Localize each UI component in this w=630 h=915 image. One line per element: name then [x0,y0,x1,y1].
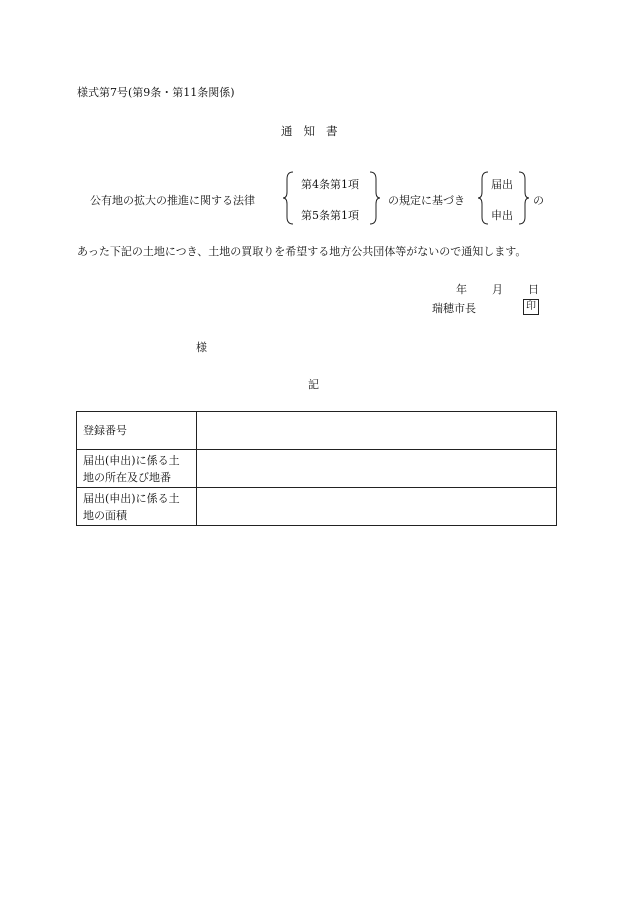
land-record-table [76,411,557,526]
land-location-value[interactable] [197,450,557,488]
land-area-label: 届出(申出)に係る土地の面積 [77,488,197,526]
table-row [77,488,557,526]
land-location-label: 届出(申出)に係る土地の所在及び地番 [77,450,197,488]
date-year-label: 年 [456,283,467,296]
issuer-name: 瑞穂市長 [432,302,476,315]
record-heading: 記 [308,378,319,391]
form-number: 様式第7号(第9条・第11条関係) [77,86,235,99]
submission-option-application: 申出 [491,209,513,222]
registration-number-value[interactable] [197,412,557,450]
seal-mark: 印 [523,299,539,315]
table-row [77,450,557,488]
land-area-value[interactable] [197,488,557,526]
submission-option-notification: 届出 [491,178,513,191]
particle-no: の [533,194,544,207]
document-title: 通知書 [281,124,349,138]
left-brace-submission [478,171,490,225]
left-brace-clauses [283,171,295,225]
table-row [77,412,557,450]
date-day-label: 日 [528,283,539,296]
notice-body: あった下記の土地につき、土地の買取りを希望する地方公共団体等がないので通知します。 [77,245,527,258]
basis-text: の規定に基づき [388,194,465,207]
right-brace-submission [517,171,529,225]
law-name: 公有地の拡大の推進に関する法律 [90,194,255,207]
clause-option-article-4: 第4条第1項 [301,178,359,191]
addressee-honorific: 様 [196,341,207,354]
registration-number-label: 登録番号 [77,412,197,450]
right-brace-clauses [368,171,380,225]
clause-option-article-5: 第5条第1項 [301,209,359,222]
date-month-label: 月 [492,283,503,296]
